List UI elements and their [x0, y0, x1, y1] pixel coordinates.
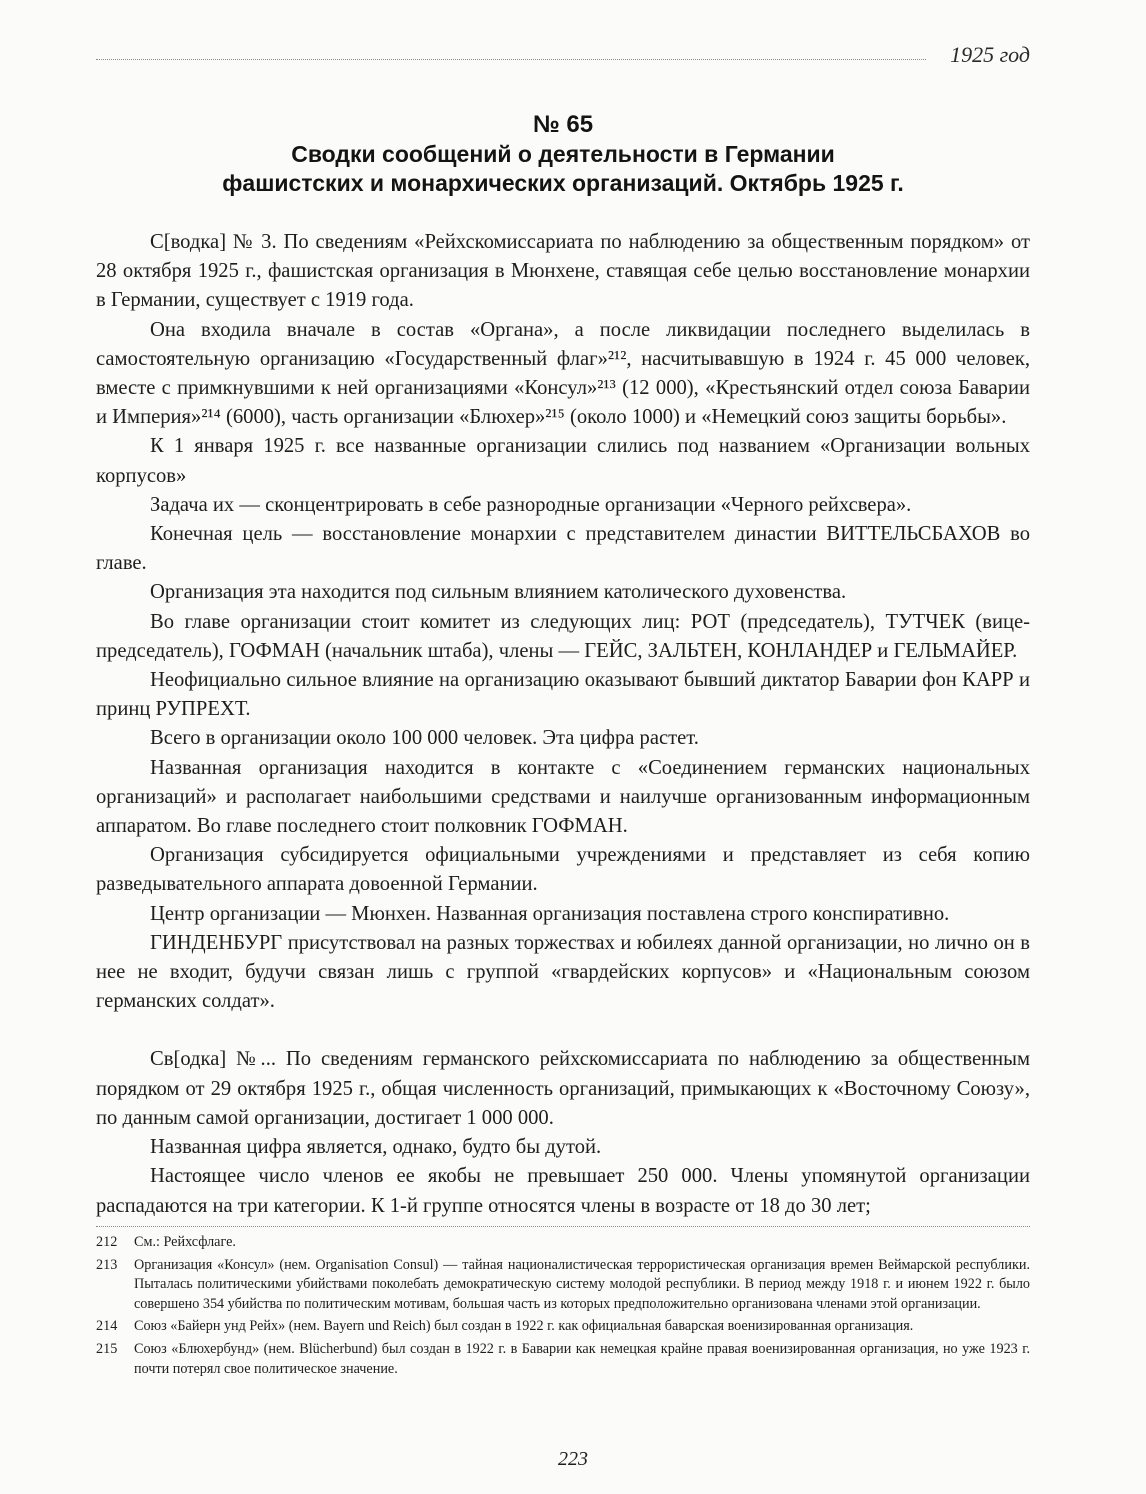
footnote	[96, 1340, 1030, 1379]
footnote	[96, 1317, 1030, 1337]
paragraph: Центр организации — Мюнхен. Названная организация поставлена строго конспиративно.	[150, 902, 950, 925]
footnote-text: Организация «Консул» (нем. Organisation Consul) — тайная националистическая террористическая организация времен Веймарской республики. Пыталась политическими убийствами поколебать демократическую систему молодой республики. В период между 1918 г. и июнем 1922 г. было совершено 354 убийства по политическим мотивам, большая часть из которых предположительно организована членами этой организации.	[134, 1256, 1030, 1312]
document-number: № 65	[532, 111, 594, 138]
footnote-number: 212	[96, 1234, 118, 1250]
paragraph: Св[одка] №... По сведениям германского рейхскомиссариата по наблюдению за общественным порядком от 29 октября 1925 г., общая численность организаций, примыкающих к «Восточному Союзу», по данным самой организации, достигает 1 000 000.	[96, 1048, 1030, 1129]
header-rule	[96, 59, 926, 60]
running-head	[96, 38, 1030, 68]
paragraph: С[водка] № 3. По сведениям «Рейхскомиссариата по наблюдению за общественным порядком» от 28 октября 1925 г., фашистская организация в Мюнхене, ставящая себе целью восстановление монархии в Германии, существует с 1919 года.	[96, 231, 1030, 312]
paragraph: Организация эта находится под сильным влиянием католического духовенства.	[150, 581, 847, 604]
paragraph: ГИНДЕНБУРГ присутствовал на разных торжествах и юбилеях данной организации, но лично он в нее не входит, будучи связан лишь с группой «гвардейских корпусов» и «Национальным союзом германских солдат».	[96, 931, 1030, 1013]
paragraph: Названная организация находится в контакте с «Соединением германских национальных организаций» и располагает наибольшими средствами и наилучше организованным информационным аппаратом. Во главе последнего стоит полковник ГОФМАН.	[96, 756, 1030, 838]
paragraph: К 1 января 1925 г. все названные организации слились под названием «Организации вольных корпусов»	[96, 435, 1030, 487]
paragraph: Во главе организации стоит комитет из следующих лиц: РОТ (председатель), ТУТЧЕК (вице-председатель), ГОФМАН (начальник штаба), члены — ГЕЙС, ЗАЛЬТЕН, КОНЛАНДЕР и ГЕЛЬМАЙЕР.	[96, 610, 1030, 662]
footnote-number: 215	[96, 1340, 118, 1357]
paragraph: Всего в организации около 100 000 человек. Эта цифра растет.	[150, 727, 699, 750]
footnote-number: 214	[96, 1318, 118, 1335]
footnote	[96, 1256, 1030, 1315]
page-number: 223	[558, 1448, 588, 1470]
document-title-line-1: Сводки сообщений о деятельности в Германии	[291, 141, 835, 167]
document-title-line-2: фашистских и монархических организаций. Октябрь 1925 г.	[222, 170, 904, 196]
paragraph: Настоящее число членов ее якобы не превышает 250 000. Члены упомянутой организации распадаются на три категории. К 1-й группе относятся члены в возрасте от 18 до 30 лет;	[96, 1165, 1030, 1217]
footnote-number: 213	[96, 1256, 118, 1273]
running-title: 1925 год	[950, 42, 1030, 67]
paragraph: Задача их — сконцентрировать в себе разнородные организации «Черного рейхсвера».	[150, 493, 912, 516]
footnote-text: См.: Рейхсфлаге.	[134, 1234, 236, 1250]
body-text	[96, 228, 1030, 1221]
footnote-text: Союз «Байерн унд Рейх» (нем. Bayern und Reich) был создан в 1922 г. как официальная баварская военизированная организация.	[134, 1318, 914, 1335]
footnotes	[96, 1226, 1030, 1382]
paragraph: Названная цифра является, однако, будто бы дутой.	[150, 1136, 602, 1159]
footnote	[96, 1233, 1030, 1253]
paragraph: Неофициально сильное влияние на организацию оказывают бывший диктатор Баварии фон КАРР и принц РУПРЕХТ.	[96, 669, 1030, 721]
paragraph: Она входила вначале в состав «Органа», а после ликвидации последнего выделилась в самостоятельную организацию «Государственный флаг»²¹², насчитывавшую в 1924 г. 45 000 человек, вместе с примкнувшими к ней организациями «Консул»²¹³ (12 000), «Крестьянский отдел союза Баварии и Империя»²¹⁴ (6000), часть организации «Блюхер»²¹⁵ (около 1000) и «Немецкий союз защиты борьбы».	[96, 318, 1030, 429]
paragraph: Организация субсидируется официальными учреждениями и представляет из себя копию разведывательного аппарата довоенной Германии.	[96, 844, 1030, 896]
paragraph: Конечная цель — восстановление монархии с представителем династии ВИТТЕЛЬСБАХОВ во главе.	[96, 523, 1030, 575]
section-gap	[96, 1016, 1030, 1045]
footnote-text: Союз «Блюхербунд» (нем. Blücherbund) был создан в 1922 г. в Баварии как немецкая крайне правая военизированная организация, но уже 1923 г. почти потерял свое политическое значение.	[134, 1340, 1030, 1377]
document-heading	[96, 110, 1030, 198]
